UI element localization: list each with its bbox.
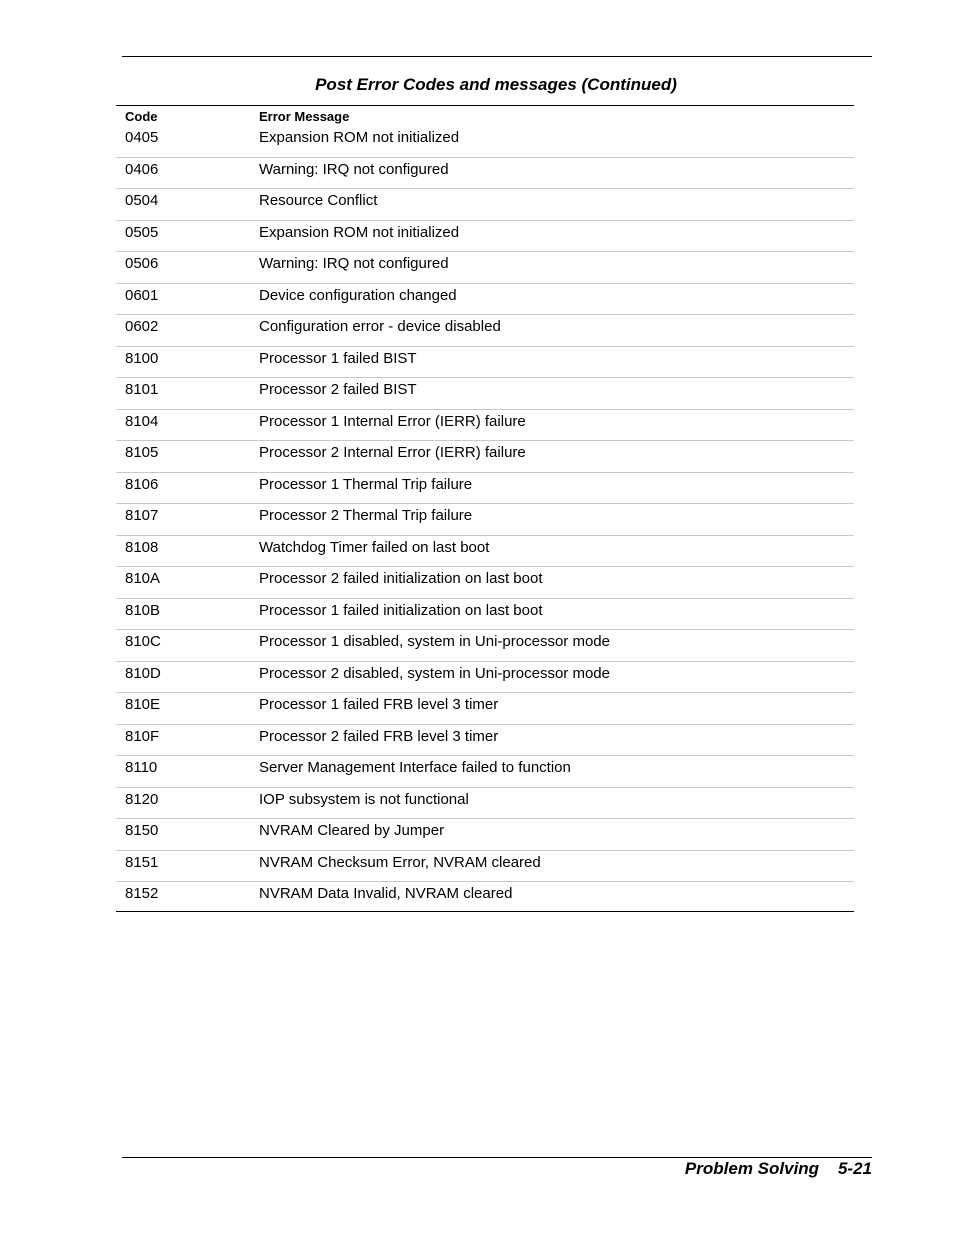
error-message: NVRAM Cleared by Jumper	[259, 822, 445, 839]
table-row	[116, 693, 854, 725]
error-message: Processor 1 disabled, system in Uni-processor mode	[259, 633, 610, 650]
error-message: Expansion ROM not initialized	[259, 129, 460, 146]
error-code: 0405	[125, 129, 159, 146]
column-header-message: Error Message	[259, 109, 350, 124]
error-code: 810A	[125, 570, 161, 587]
error-code: 8152	[125, 885, 159, 902]
error-code: 8107	[125, 507, 159, 524]
error-code: 8151	[125, 853, 159, 871]
error-code: 0406	[125, 160, 159, 178]
error-code: 0505	[125, 223, 159, 241]
table-row	[116, 599, 854, 631]
table-row	[116, 756, 854, 788]
error-code: 8150	[125, 822, 159, 839]
table-row	[116, 882, 854, 911]
error-message: Expansion ROM not initialized	[259, 223, 460, 241]
error-code: 8105	[125, 444, 159, 461]
error-message: Warning: IRQ not configured	[259, 160, 449, 178]
table-header-row	[116, 106, 854, 126]
table-row	[116, 189, 854, 221]
header-rule	[122, 56, 872, 57]
error-code: 8104	[125, 412, 159, 430]
error-message: Watchdog Timer failed on last boot	[259, 538, 490, 556]
error-message: Configuration error - device disabled	[259, 318, 501, 335]
error-code: 0602	[125, 318, 159, 335]
error-message: Processor 1 failed FRB level 3 timer	[259, 696, 499, 713]
error-code: 810D	[125, 664, 161, 682]
footer-page-number: 5-21	[837, 1159, 872, 1178]
column-header-code: Code	[125, 109, 158, 124]
table-row	[116, 630, 854, 662]
table-row	[116, 473, 854, 505]
error-code: 8100	[125, 349, 159, 367]
footer-section: Problem Solving	[684, 1159, 820, 1178]
footer-rule	[122, 1157, 872, 1158]
error-code: 8106	[125, 475, 159, 493]
error-code: 0601	[125, 286, 159, 304]
error-message: Server Management Interface failed to function	[259, 759, 571, 776]
table-row	[116, 536, 854, 568]
table-row	[116, 252, 854, 284]
error-code: 810E	[125, 696, 161, 713]
table-row	[116, 158, 854, 190]
table-body	[116, 126, 854, 911]
error-message: Device configuration changed	[259, 286, 457, 304]
table-title: Post Error Codes and messages (Continued)	[315, 75, 677, 94]
table-row	[116, 788, 854, 820]
error-code: 8101	[125, 381, 159, 398]
table-row	[116, 284, 854, 316]
table-row	[116, 441, 854, 473]
table-row	[116, 410, 854, 442]
table-row	[116, 567, 854, 599]
error-code: 810F	[125, 727, 160, 745]
error-message: Processor 2 failed FRB level 3 timer	[259, 727, 499, 745]
table-row	[116, 221, 854, 253]
error-message: Processor 2 Thermal Trip failure	[259, 507, 473, 524]
error-code: 8108	[125, 538, 159, 556]
error-message: IOP subsystem is not functional	[259, 790, 469, 808]
error-message: NVRAM Checksum Error, NVRAM cleared	[259, 853, 541, 871]
table-row	[116, 315, 854, 347]
error-message: Processor 2 Internal Error (IERR) failure	[259, 444, 526, 461]
error-code: 810B	[125, 601, 161, 619]
error-message: Processor 1 failed initialization on last boot	[259, 601, 543, 619]
error-code: 8120	[125, 790, 159, 808]
error-message: Processor 2 disabled, system in Uni-processor mode	[259, 664, 610, 682]
table-row	[116, 819, 854, 851]
table-row	[116, 378, 854, 410]
table-row	[116, 126, 854, 158]
error-code-table	[116, 105, 854, 912]
error-code: 8110	[125, 759, 158, 776]
error-message: Resource Conflict	[259, 192, 378, 209]
error-message: Warning: IRQ not configured	[259, 255, 449, 272]
error-code: 0506	[125, 255, 159, 272]
table-row	[116, 504, 854, 536]
table-row	[116, 725, 854, 757]
table-row	[116, 851, 854, 883]
table-row	[116, 347, 854, 379]
error-message: Processor 1 Internal Error (IERR) failure	[259, 412, 526, 430]
error-code: 0504	[125, 192, 159, 209]
error-message: NVRAM Data Invalid, NVRAM cleared	[259, 885, 513, 902]
table-row	[116, 662, 854, 694]
error-message: Processor 1 Thermal Trip failure	[259, 475, 473, 493]
error-message: Processor 2 failed initialization on last boot	[259, 570, 543, 587]
error-message: Processor 2 failed BIST	[259, 381, 417, 398]
error-code: 810C	[125, 633, 161, 650]
error-message: Processor 1 failed BIST	[259, 349, 417, 367]
page-footer	[685, 1159, 872, 1179]
